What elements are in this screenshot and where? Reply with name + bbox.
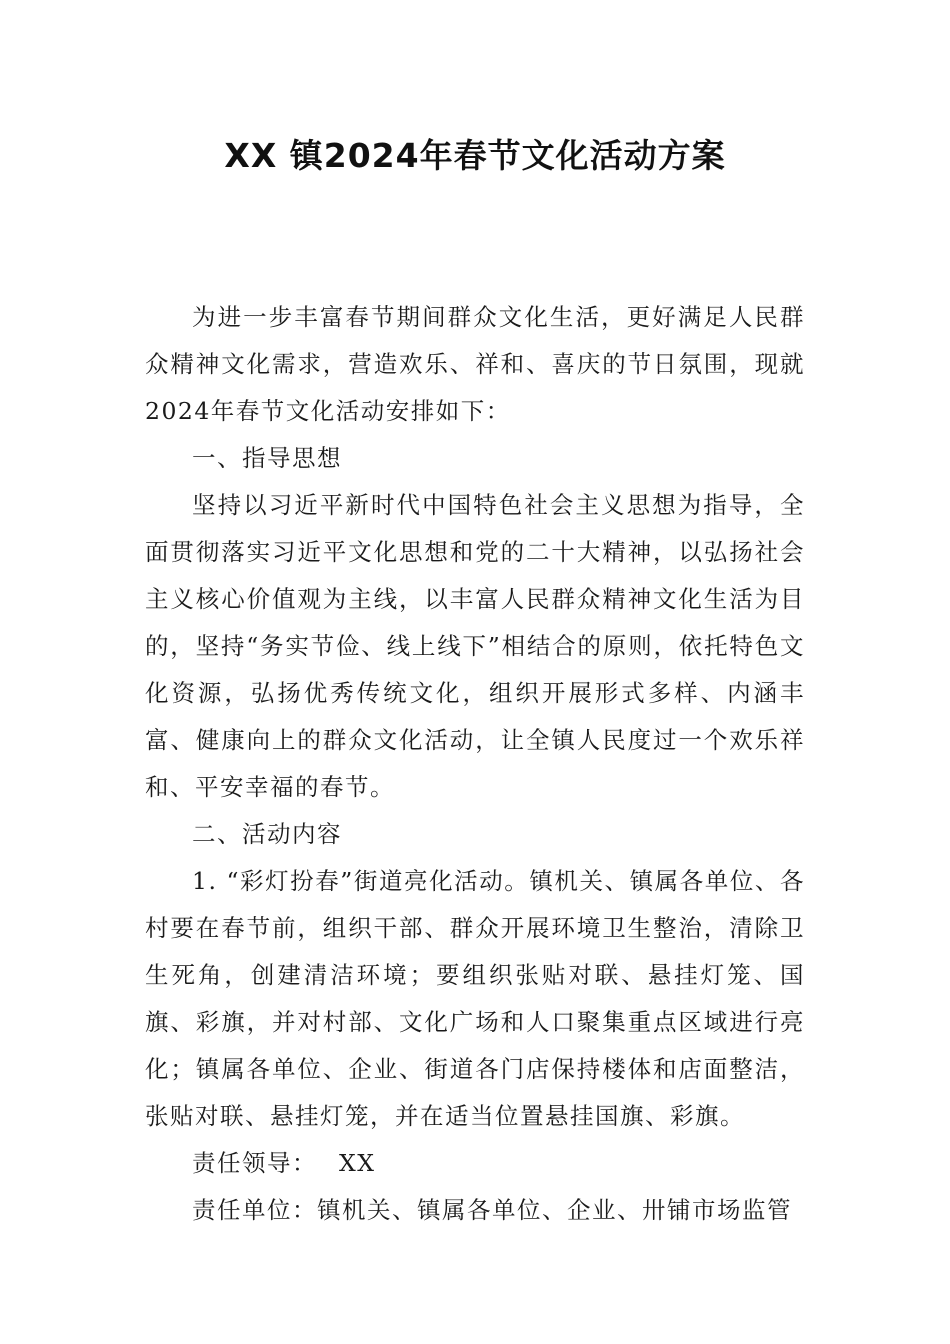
responsible-unit-line — [145, 1187, 805, 1234]
activity-item-1-paragraph: 1. “彩灯扮春”街道亮化活动。镇机关、镇属各单位、各村要在春节前，组织干部、群众开展环境卫生整治，清除卫生死角，创建清洁环境；要组织张贴对联、悬挂灯笼、国旗、彩旗，并对村部、文化广场和人口聚集重点区域进行亮化；镇属各单位、企业、街道各门店保持楼体和店面整洁，张贴对联、悬挂灯笼，并在适当位置悬挂国旗、彩旗。 — [145, 867, 805, 1130]
document-body — [145, 294, 805, 1234]
section-heading-guiding-ideology: 一、指导思想 — [192, 444, 342, 472]
responsible-leader-line — [145, 1140, 805, 1187]
guiding-ideology-paragraph: 坚持以习近平新时代中国特色社会主义思想为指导，全面贯彻落实习近平文化思想和党的二十大精神，以弘扬社会主义核心价值观为主线，以丰富人民群众精神文化生活为目的，坚持“务实节俭、线上线下”相结合的原则，依托特色文化资源，弘扬优秀传统文化，组织开展形式多样、内涵丰富、健康向上的群众文化活动，让全镇人民度过一个欢乐祥和、平安幸福的春节。 — [145, 491, 805, 801]
section-heading-activity-content: 二、活动内容 — [192, 820, 342, 848]
responsible-unit-label: 责任单位： — [192, 1196, 317, 1224]
responsible-leader-label: 责任领导： — [192, 1149, 317, 1177]
responsible-leader-value: XX — [339, 1149, 376, 1177]
document-title: XX 镇2024年春节文化活动方案 — [224, 136, 726, 175]
intro-paragraph: 为进一步丰富春节期间群众文化生活，更好满足人民群众精神文化需求，营造欢乐、祥和、喜庆的节日氛围，现就2024年春节文化活动安排如下： — [145, 303, 805, 425]
responsible-unit-value: 镇机关、镇属各单位、企业、卅铺市场监管 — [317, 1196, 792, 1224]
